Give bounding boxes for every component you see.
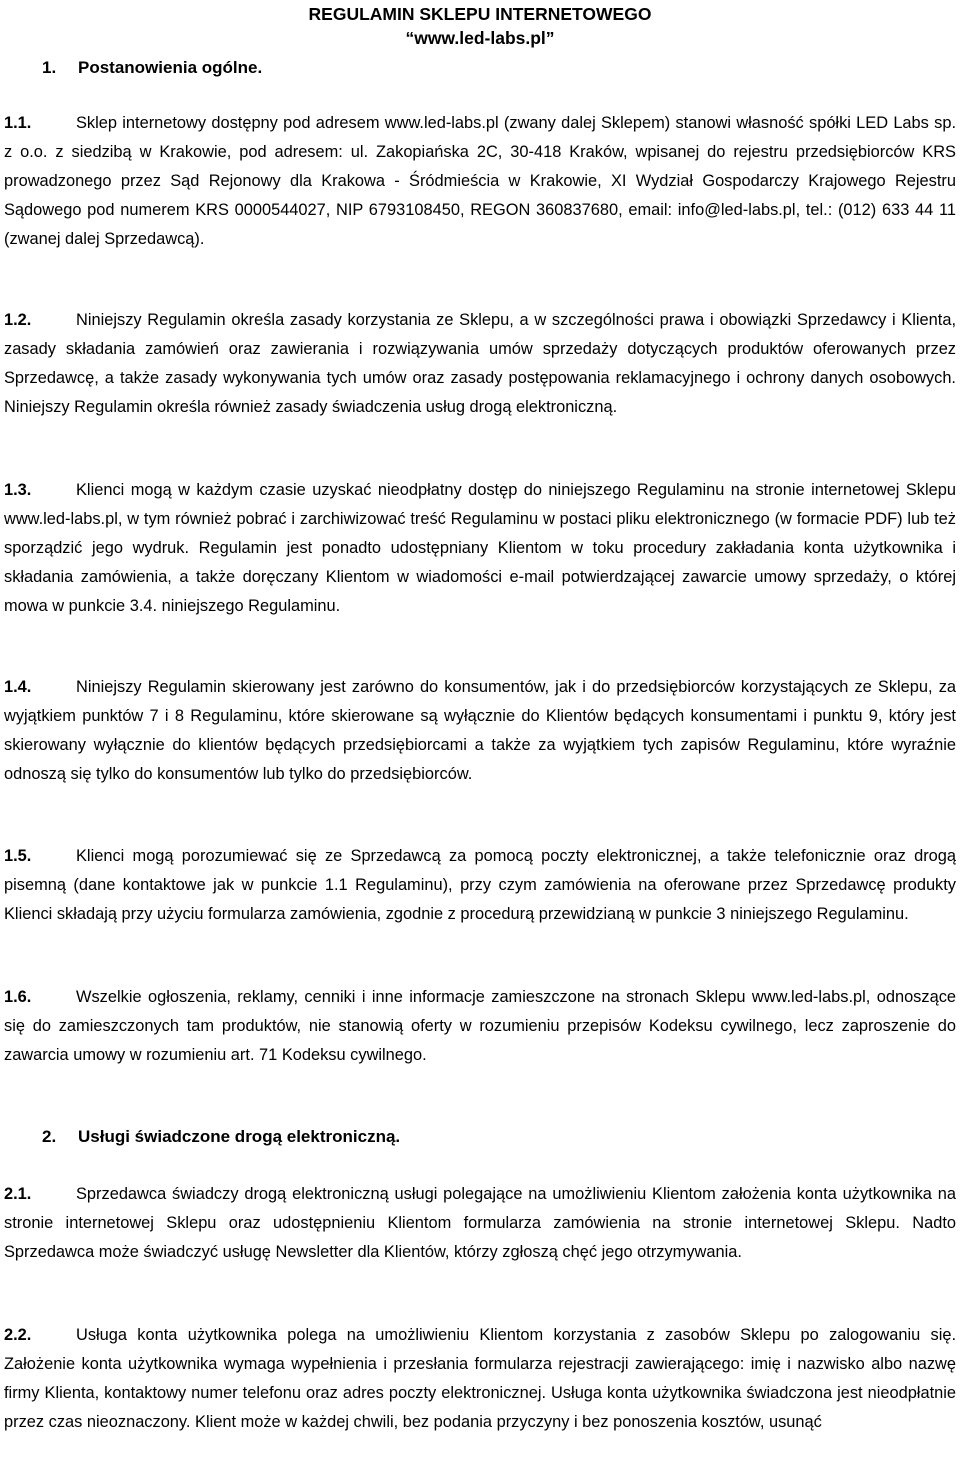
title-line-2: “www.led-labs.pl” [405,28,555,48]
section-heading-1 [42,56,262,80]
paragraph-1-2 [4,306,956,422]
paragraph-number: 1.4. [4,678,32,696]
paragraph-text: Klienci mogą w każdym czasie uzyskać nieodpłatny dostęp do niniejszego Regulaminu na stronie internetowej Sklepu www.led-labs.pl, w tym również pobrać i zarchiwizować treść Regulaminu w postaci pliku elektronicznego (w formacie PDF) lub też sporządzić jego wydruk. Regulamin jest ponadto udostępniany Klientom w toku procedury zakładania konta użytkownika i składania zamówienia, a także doręczany Klientom w wiadomości e-mail potwierdzającej zawarcie umowy sprzedaży, o której mowa w punkcie 3.4. niniejszego Regulaminu. [4,481,956,615]
section-title: Postanowienia ogólne. [78,58,263,77]
paragraph-1-5 [4,842,956,929]
paragraph-text: Niniejszy Regulamin określa zasady korzystania ze Sklepu, a w szczególności prawa i obowiązki Sprzedawcy i Klienta, zasady składania zamówień oraz zawierania i rozwiązywania umów sprzedaży dotyczących produktów oferowanych przez Sprzedawcę, a także zasady wykonywania tych umów oraz zasady postępowania reklamacyjnego i ochrony danych osobowych. Niniejszy Regulamin określa również zasady świadczenia usług drogą elektroniczną. [4,311,956,416]
paragraph-number: 1.5. [4,847,32,865]
paragraph-text: Klienci mogą porozumiewać się ze Sprzedawcą za pomocą poczty elektronicznej, a także telefonicznie oraz drogą pisemną (dane kontaktowe jak w punkcie 1.1 Regulaminu), przy czym zamówienia na oferowane przez Sprzedawcę produkty Klienci składają przy użyciu formularza zamówienia, zgodnie z procedurą przewidzianą w punkcie 3 niniejszego Regulaminu. [4,847,956,923]
paragraph-number: 2.1. [4,1185,32,1203]
paragraph-number: 1.2. [4,311,32,329]
paragraph-number: 1.6. [4,988,32,1006]
paragraph-number: 1.3. [4,481,32,499]
paragraph-text: Usługa konta użytkownika polega na umożliwieniu Klientom korzystania z zasobów Sklepu po zalogowaniu się. Założenie konta użytkownika wymaga wypełnienia i przesłania formularza rejestracji zawierającego: imię i nazwisko albo nazwę firmy Klienta, kontaktowy numer telefonu oraz adres poczty elektronicznej. Usługa konta użytkownika świadczona jest nieodpłatnie przez czas nieoznaczony. Klient może w każdej chwili, bez podania przyczyny i bez ponoszenia kosztów, usunąć [4,1326,956,1431]
section-number: 1. [42,58,57,77]
paragraph-text: Niniejszy Regulamin skierowany jest zarówno do konsumentów, jak i do przedsiębiorców korzystających ze Sklepu, za wyjątkiem punktów 7 i 8 Regulaminu, które skierowane są wyłącznie do Klientów będących konsumentami i punktu 9, który jest skierowany wyłącznie do klientów będących przedsiębiorcami a także za wyjątkiem tych zapisów Regulaminu, które wyraźnie odnoszą się tylko do konsumentów lub tylko do przedsiębiorców. [4,678,956,783]
section-heading-2 [42,1125,400,1149]
paragraph-1-4 [4,673,956,789]
paragraph-number: 2.2. [4,1326,32,1344]
document-page [4,0,956,1431]
paragraph-2-2 [4,1321,956,1437]
paragraph-1-3 [4,476,956,621]
section-title: Usługi świadczone drogą elektroniczną. [78,1127,401,1146]
paragraph-1-6 [4,983,956,1070]
paragraph-2-1 [4,1180,956,1267]
paragraph-text: Sklep internetowy dostępny pod adresem www.led-labs.pl (zwany dalej Sklepem) stanowi własność spółki LED Labs sp. z o.o. z siedzibą w Krakowie, pod adresem: ul. Zakopiańska 2C, 30-418 Kraków, wpisanej do rejestru przedsiębiorców KRS prowadzonego przez Sąd Rejonowy dla Krakowa - Śródmieścia w Krakowie, XI Wydział Gospodarczy Krajowego Rejestru Sądowego pod numerem KRS 0000544027, NIP 6793108450, REGON 360837680, email: info@led-labs.pl, tel.: (012) 633 44 11 (zwanej dalej Sprzedawcą). [4,114,956,248]
paragraph-text: Sprzedawca świadczy drogą elektroniczną usługi polegające na umożliwieniu Klientom założenia konta użytkownika na stronie internetowej Sklepu oraz udostępnieniu Klientom formularza zamówienia na stronie internetowej Sklepu. Nadto Sprzedawca może świadczyć usługę Newsletter dla Klientów, którzy zgłoszą chęć jego otrzymywania. [4,1185,956,1261]
paragraph-text: Wszelkie ogłoszenia, reklamy, cenniki i inne informacje zamieszczone na stronach Sklepu www.led-labs.pl, odnoszące się do zamieszczonych tam produktów, nie stanowią oferty w rozumieniu przepisów Kodeksu cywilnego, lecz zaproszenie do zawarcia umowy w rozumieniu art. 71 Kodeksu cywilnego. [4,988,956,1064]
paragraph-number: 1.1. [4,114,32,132]
document-title [4,2,956,50]
paragraph-1-1 [4,109,956,254]
title-line-1: REGULAMIN SKLEPU INTERNETOWEGO [308,4,652,24]
section-number: 2. [42,1127,57,1146]
